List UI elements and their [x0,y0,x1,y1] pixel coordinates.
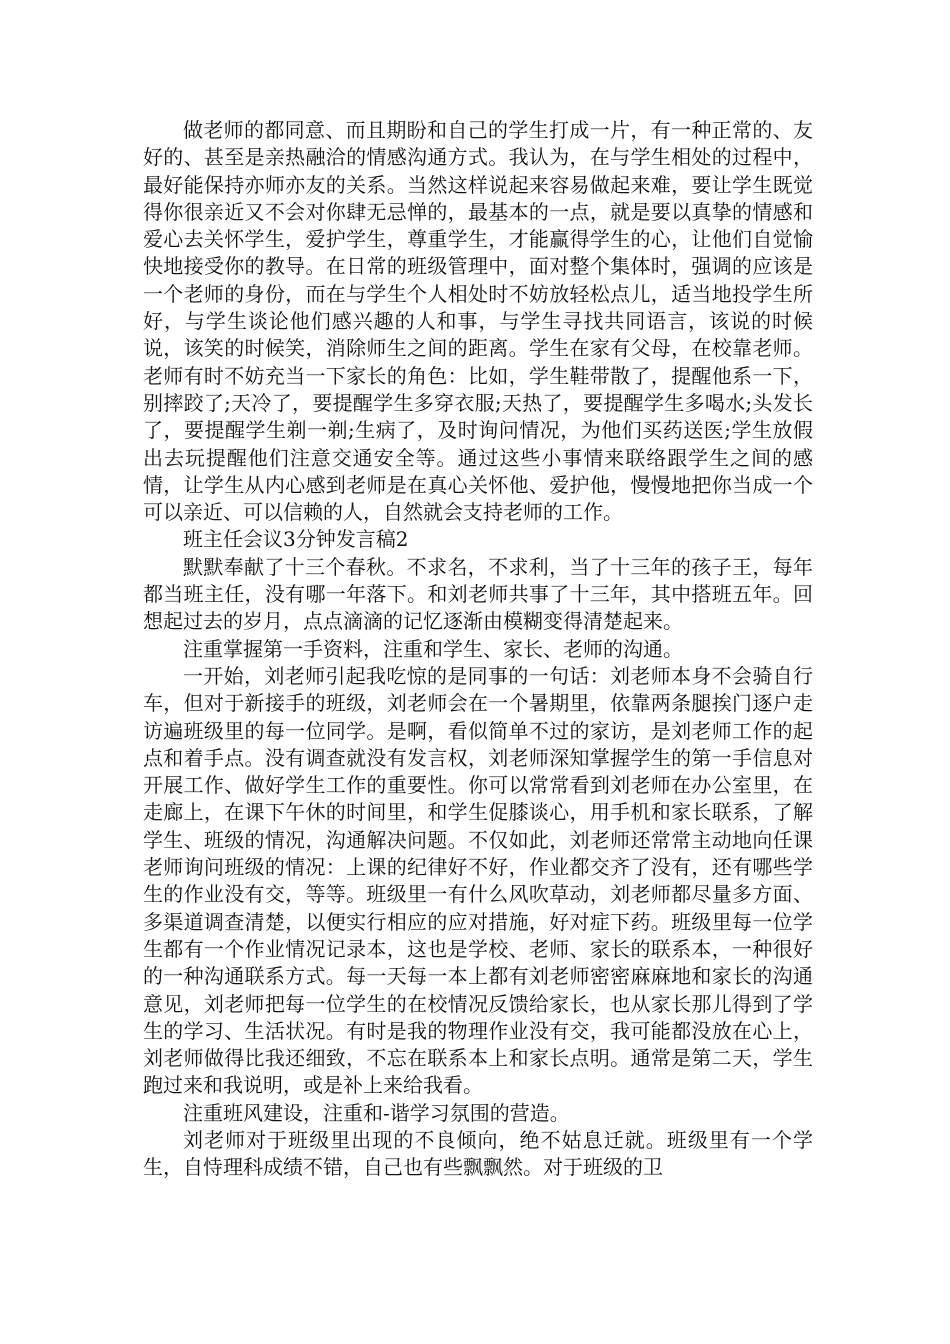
document-body [143,117,813,1182]
paragraph-communication-point: 注重掌握第一手资料，注重和学生、家长、老师的沟通。 [183,636,683,661]
paragraph-thirteen-years: 默默奉献了十三个春秋。不求名，不求利，当了十三年的孩子王，每年都当班主任，没有哪一年落下。和刘老师共事了十三年，其中搭班五年。回想起过去的岁月，点点滴滴的记忆逐渐由模糊变得清楚起来。 [143,554,813,634]
section-heading: 班主任会议3分钟发言稿2 [183,527,409,552]
paragraph-bad-tendencies: 刘老师对于班级里出现的不良倾向，绝不姑息迁就。班级里有一个学生，自恃理科成绩不错，自己也有些飘飘然。对于班级的卫 [143,1127,813,1180]
paragraph-teacher-student-relationship: 做老师的都同意、而且期盼和自己的学生打成一片，有一种正常的、友好的、甚至是亲热融洽的情感沟通方式。我认为，在与学生相处的过程中，最好能保持亦师亦友的关系。当然这样说起来容易做起来难，要让学生既觉得你很亲近又不会对你肆无忌惮的，最基本的一点，就是要以真挚的情感和爱心去关怀学生，爱护学生，尊重学生，才能赢得学生的心，让他们自觉愉快地接受你的教导。在日常的班级管理中，面对整个集体时，强调的应该是一个老师的身份，而在与学生个人相处时不妨放轻松点儿，适当地投学生所好，与学生谈论他们感兴趣的人和事，与学生寻找共同语言，该说的时候说，该笑的时候笑，消除师生之间的距离。学生在家有父母，在校靠老师。老师有时不妨充当一下家长的角色：比如，学生鞋带散了，提醒他系一下，别摔跤了;天冷了，要提醒学生多穿衣服;天热了，要提醒学生多喝水;头发长了，要提醒学生剃一剃;生病了，及时询问情况，为他们买药送医;学生放假出去玩提醒他们注意交通安全等。通过这些小事情来联络跟学生之间的感情，让学生从内心感到老师是在真心关怀他、爱护他，慢慢地把你当成一个可以亲近、可以信赖的人，自然就会支持老师的工作。 [143,118,813,525]
paragraph-home-visits: 一开始，刘老师引起我吃惊的是同事的一句话：刘老师本身不会骑自行车，但对于新接手的班级，刘老师会在一个暑期里，依靠两条腿挨门逐户走访遍班级里的每一位同学。是啊，看似简单不过的家访，是刘老师工作的起点和着手点。没有调查就没有发言权，刘老师深知掌握学生的第一手信息对开展工作、做好学生工作的重要性。你可以常常看到刘老师在办公室里，在走廊上，在课下午休的时间里，和学生促膝谈心，用手机和家长联系，了解学生、班级的情况，沟通解决问题。不仅如此，刘老师还常常主动地向任课老师询问班级的情况：上课的纪律好不好，作业都交齐了没有，还有哪些学生的作业没有交，等等。班级里一有什么风吹草动，刘老师都尽量多方面、多渠道调查清楚，以便实行相应的应对措施，好对症下药。班级里每一位学生都有一个作业情况记录本，这也是学校、老师、家长的联系本，一种很好的一种沟通联系方式。每一天每一本上都有刘老师密密麻麻地和家长的沟通意见，刘老师把每一位学生的在校情况反馈给家长，也从家长那儿得到了学生的学习、生活状况。有时是我的物理作业没有交，我可能都没放在心上，刘老师做得比我还细致，不忘在联系本上和家长点明。通常是第二天，学生跑过来和我说明，或是补上来给我看。 [143,663,813,1098]
paragraph-class-atmosphere-point: 注重班风建设，注重和-谐学习氛围的营造。 [183,1100,570,1125]
